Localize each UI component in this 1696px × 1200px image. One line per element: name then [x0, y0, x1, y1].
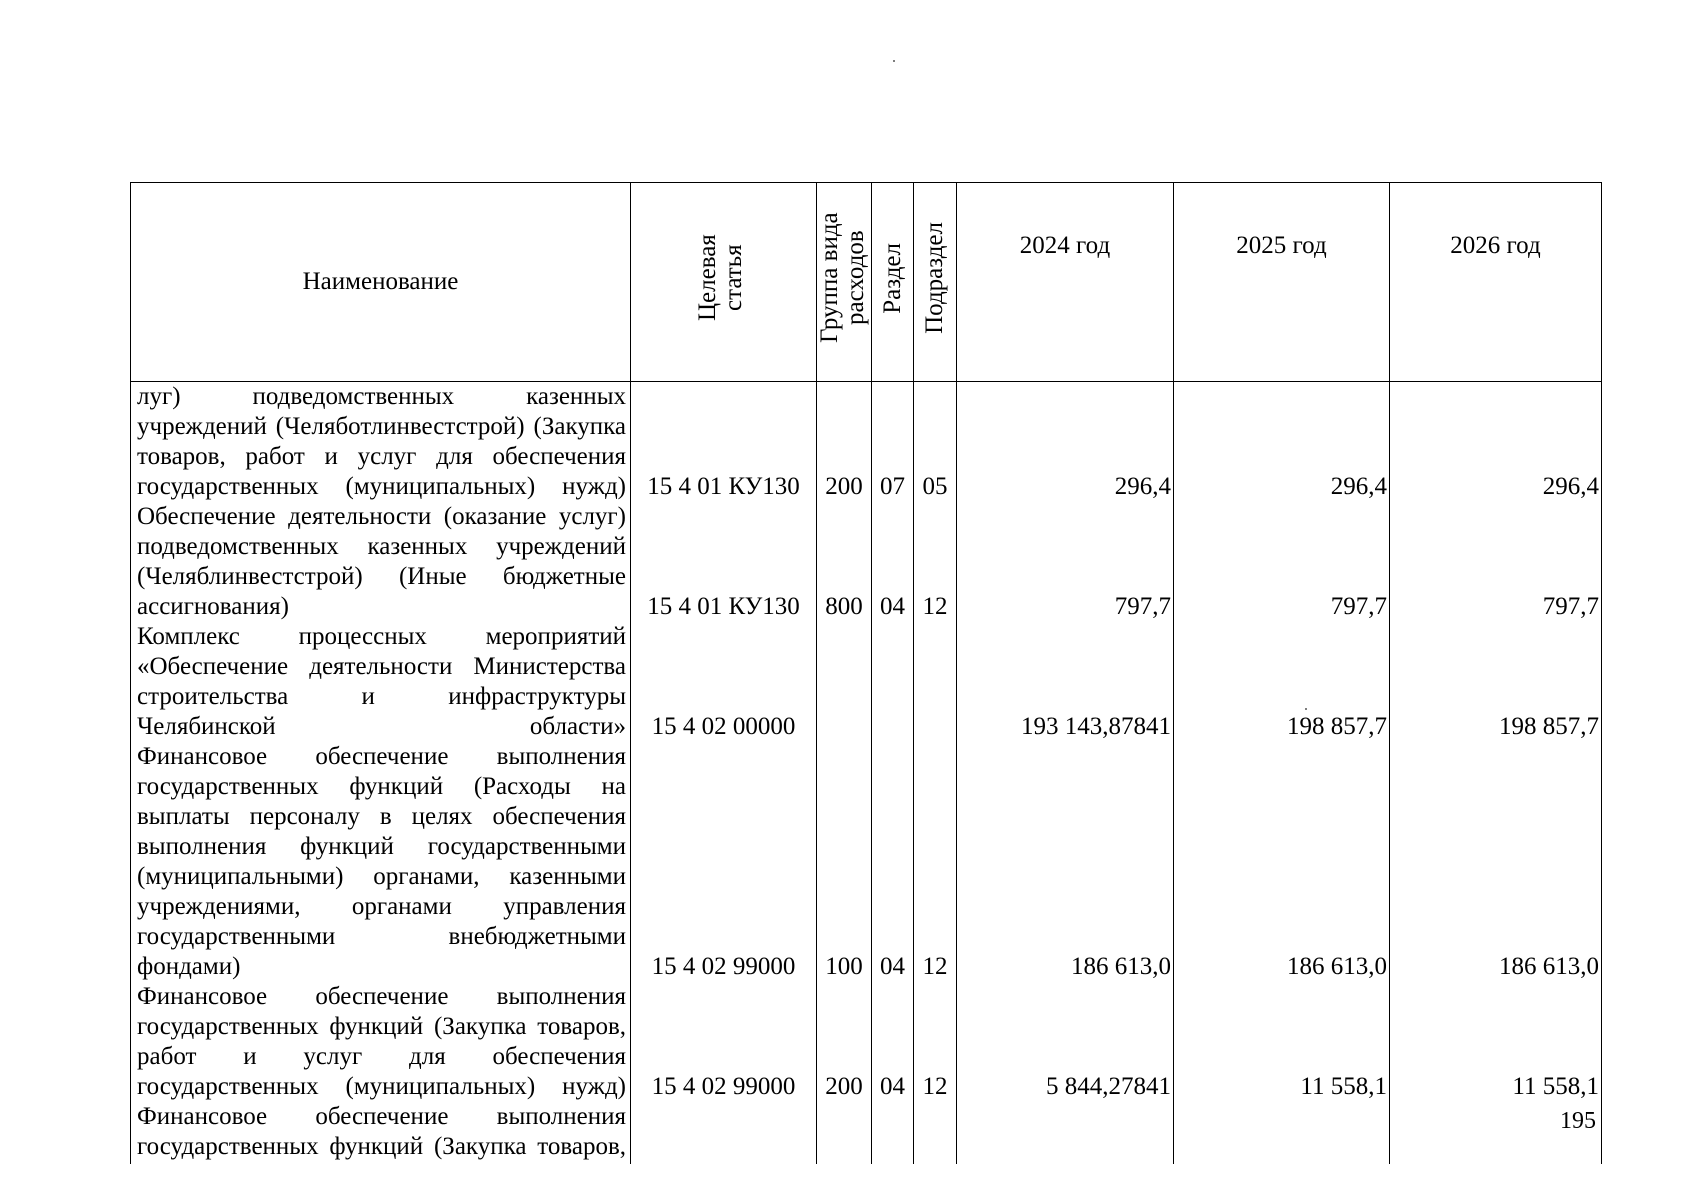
table-header-row [131, 183, 1602, 382]
row-value-2025 [1174, 1102, 1390, 1164]
table-row [131, 1102, 1602, 1164]
row-name: Комплекс процессных мероприятий «Обеспечение деятельности Министерства строительства и инфраструктуры Челябинской области» [131, 622, 631, 742]
table-row [131, 502, 1602, 622]
row-subsection: 12 [914, 742, 957, 982]
row-section [872, 622, 914, 742]
row-expense-group: 800 [817, 502, 872, 622]
header-year-2025: 2025 год [1174, 183, 1390, 382]
row-value-2024: 5 844,27841 [957, 982, 1174, 1102]
row-value-2024 [957, 1102, 1174, 1164]
row-target-article: 15 4 02 99000 [631, 742, 817, 982]
row-value-2026: 186 613,0 [1390, 742, 1602, 982]
row-subsection: 12 [914, 982, 957, 1102]
row-value-2025: 11 558,1 [1174, 982, 1390, 1102]
header-name: Наименование [131, 183, 631, 382]
table-row [131, 982, 1602, 1102]
row-subsection [914, 622, 957, 742]
row-subsection: 12 [914, 502, 957, 622]
budget-table [130, 182, 1602, 1164]
row-section [872, 1102, 914, 1164]
row-value-2025: 198 857,7 [1174, 622, 1390, 742]
row-name: Обеспечение деятельности (оказание услуг) подведомственных казенных учреждений (Челяблинвестстрой) (Иные бюджетные ассигнования) [131, 502, 631, 622]
row-value-2025: 797,7 [1174, 502, 1390, 622]
row-value-2026: 797,7 [1390, 502, 1602, 622]
row-section: 04 [872, 502, 914, 622]
table-row [131, 742, 1602, 982]
row-name: Финансовое обеспечение выполнения государственных функций (Расходы на выплаты персоналу в целях обеспечения выполнения функций государственными (муниципальными) органами, казенными учреждениями, органами управления государственными внебюджетными фондами) [131, 742, 631, 982]
row-expense-group [817, 1102, 872, 1164]
row-expense-group: 200 [817, 982, 872, 1102]
row-name: Финансовое обеспечение выполнения государственных функций (Закупка товаров, работ и услуг для обеспечения государственных (муниципальных) нужд) [131, 982, 631, 1102]
header-year-2024: 2024 год [957, 183, 1174, 382]
header-subsection: Подраздел [914, 183, 957, 382]
header-expense-group: Группа вида расходов [817, 183, 872, 382]
row-target-article: 15 4 01 КУ130 [631, 382, 817, 503]
row-value-2026: 11 558,1 [1390, 982, 1602, 1102]
header-section: Раздел [872, 183, 914, 382]
row-expense-group [817, 622, 872, 742]
row-value-2024: 797,7 [957, 502, 1174, 622]
scan-speck [893, 60, 895, 62]
row-expense-group: 200 [817, 382, 872, 503]
row-value-2026: 198 857,7 [1390, 622, 1602, 742]
row-expense-group: 100 [817, 742, 872, 982]
row-value-2026: 296,4 [1390, 382, 1602, 503]
page-number: 195 [1560, 1108, 1596, 1134]
row-value-2024: 296,4 [957, 382, 1174, 503]
header-year-2026: 2026 год [1390, 183, 1602, 382]
table-row [131, 382, 1602, 503]
row-value-2024: 186 613,0 [957, 742, 1174, 982]
row-value-2025: 296,4 [1174, 382, 1390, 503]
row-target-article: 15 4 01 КУ130 [631, 502, 817, 622]
row-target-article: 15 4 02 00000 [631, 622, 817, 742]
row-section: 04 [872, 982, 914, 1102]
row-name: луг) подведомственных казенных учреждений (Челяботлинвестстрой) (Закупка товаров, работ и услуг для обеспечения государственных (муниципальных) нужд) [131, 382, 631, 503]
header-target-article: Целевая статья [631, 183, 817, 382]
row-subsection: 05 [914, 382, 957, 503]
row-name: Финансовое обеспечение выполнения государственных функций (Закупка товаров, [131, 1102, 631, 1164]
row-target-article [631, 1102, 817, 1164]
row-value-2024: 193 143,87841 [957, 622, 1174, 742]
row-subsection [914, 1102, 957, 1164]
row-section: 07 [872, 382, 914, 503]
table-row [131, 622, 1602, 742]
row-value-2025: 186 613,0 [1174, 742, 1390, 982]
row-section: 04 [872, 742, 914, 982]
row-target-article: 15 4 02 99000 [631, 982, 817, 1102]
